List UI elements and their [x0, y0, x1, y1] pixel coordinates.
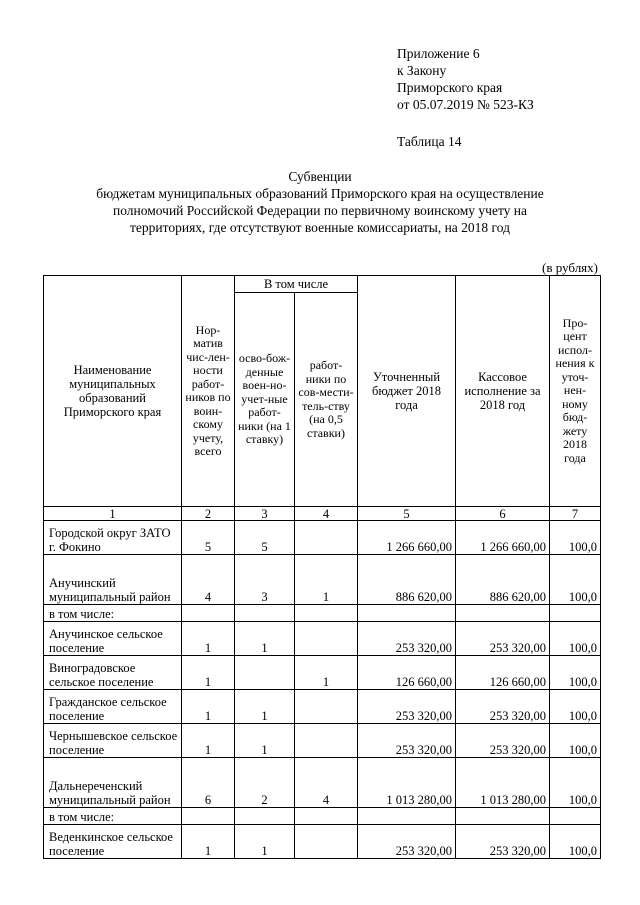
row-norm: 1: [182, 825, 235, 859]
row-pct: [550, 605, 601, 622]
row-norm: 5: [182, 521, 235, 555]
row-budget: 126 660,00: [358, 656, 456, 690]
title-line: Субвенции: [288, 169, 352, 184]
appendix-line: к Закону: [397, 63, 447, 78]
row-budget: [358, 808, 456, 825]
header-exec: Кассовое исполнение за 2018 год: [456, 276, 550, 507]
row-pct: [550, 808, 601, 825]
header-budget: Уточненный бюджет 2018 года: [358, 276, 456, 507]
row-budget: 253 320,00: [358, 825, 456, 859]
row-name: Городской округ ЗАТО г. Фокино: [44, 521, 182, 555]
row-pct: 100,0: [550, 724, 601, 758]
table-row: [44, 622, 601, 656]
column-number: 5: [358, 507, 456, 521]
row-name: Гражданское сельское поселение: [44, 690, 182, 724]
row-name: Анучинское сельское поселение: [44, 622, 182, 656]
table-row: [44, 758, 601, 808]
row-pct: 100,0: [550, 656, 601, 690]
row-exec: 1 266 660,00: [456, 521, 550, 555]
row-budget: 253 320,00: [358, 690, 456, 724]
column-numbers-row: [44, 507, 601, 521]
row-exempt: 1: [235, 825, 295, 859]
row-parttime: [295, 521, 358, 555]
row-exempt: 2: [235, 758, 295, 808]
row-exec: 1 013 280,00: [456, 758, 550, 808]
row-exec: 886 620,00: [456, 555, 550, 605]
table-row: [44, 656, 601, 690]
row-norm: 1: [182, 656, 235, 690]
row-exec: 253 320,00: [456, 690, 550, 724]
row-parttime: [295, 808, 358, 825]
row-name: в том числе:: [44, 605, 182, 622]
appendix-block: [397, 45, 534, 113]
row-pct: 100,0: [550, 521, 601, 555]
table-row: [44, 690, 601, 724]
table-number: Таблица 14: [397, 134, 462, 149]
column-number: 4: [295, 507, 358, 521]
currency-note: (в рублях): [542, 260, 598, 275]
header-group: В том числе: [235, 276, 358, 293]
row-exempt: 1: [235, 690, 295, 724]
row-pct: 100,0: [550, 555, 601, 605]
header-exempt: осво-бож-денные воен-но-учет-ные работ-ники (на 1 ставку): [235, 293, 295, 507]
column-number: 3: [235, 507, 295, 521]
row-pct: 100,0: [550, 758, 601, 808]
header-norm: Нор-матив чис-лен-ности работ-ников по воин-скому учету, всего: [182, 276, 235, 507]
table-row: [44, 808, 601, 825]
row-exempt: [235, 808, 295, 825]
row-exempt: 1: [235, 622, 295, 656]
row-name: Виноградовское сельское поселение: [44, 656, 182, 690]
title-line: территориях, где отсутствуют военные комиссариаты, на 2018 год: [130, 220, 510, 235]
row-exec: [456, 605, 550, 622]
row-parttime: [295, 690, 358, 724]
row-norm: [182, 808, 235, 825]
row-norm: 6: [182, 758, 235, 808]
table-row: [44, 825, 601, 859]
column-number: 6: [456, 507, 550, 521]
appendix-line: от 05.07.2019 № 523-КЗ: [397, 97, 534, 112]
row-parttime: [295, 825, 358, 859]
row-budget: 886 620,00: [358, 555, 456, 605]
row-name: Веденкинское сельское поселение: [44, 825, 182, 859]
row-parttime: [295, 724, 358, 758]
header-name: Наименование муниципальных образований Приморского края: [44, 276, 182, 507]
subsidies-table: [43, 275, 601, 859]
table-row: [44, 605, 601, 622]
row-name: Анучинский муниципальный район: [44, 555, 182, 605]
row-name: в том числе:: [44, 808, 182, 825]
row-parttime: 4: [295, 758, 358, 808]
row-budget: 253 320,00: [358, 622, 456, 656]
table-row: [44, 555, 601, 605]
column-number: 7: [550, 507, 601, 521]
document-title: [0, 168, 640, 236]
appendix-line: Приложение 6: [397, 46, 480, 61]
header-parttime: работ-ники по сов-мести-тель-ству (на 0,5 ставки): [295, 293, 358, 507]
column-number: 2: [182, 507, 235, 521]
row-exempt: [235, 605, 295, 622]
column-number: 1: [44, 507, 182, 521]
row-parttime: [295, 622, 358, 656]
header-pct: Про-цент испол-нения к уточ-нен-ному бюд-жету 2018 года: [550, 276, 601, 507]
row-budget: 253 320,00: [358, 724, 456, 758]
row-budget: [358, 605, 456, 622]
table-row: [44, 724, 601, 758]
row-norm: [182, 605, 235, 622]
row-exempt: 3: [235, 555, 295, 605]
row-exec: 253 320,00: [456, 825, 550, 859]
title-line: бюджетам муниципальных образований Приморского края на осуществление: [96, 186, 544, 201]
row-parttime: 1: [295, 656, 358, 690]
row-exempt: 5: [235, 521, 295, 555]
row-parttime: [295, 605, 358, 622]
row-pct: 100,0: [550, 825, 601, 859]
row-exec: 253 320,00: [456, 622, 550, 656]
row-budget: 1 266 660,00: [358, 521, 456, 555]
row-norm: 1: [182, 622, 235, 656]
table-row: [44, 521, 601, 555]
row-norm: 1: [182, 724, 235, 758]
row-norm: 1: [182, 690, 235, 724]
row-exempt: 1: [235, 724, 295, 758]
row-exempt: [235, 656, 295, 690]
row-budget: 1 013 280,00: [358, 758, 456, 808]
row-pct: 100,0: [550, 622, 601, 656]
row-name: Дальнереченский муниципальный район: [44, 758, 182, 808]
row-norm: 4: [182, 555, 235, 605]
row-exec: 126 660,00: [456, 656, 550, 690]
row-exec: [456, 808, 550, 825]
row-exec: 253 320,00: [456, 724, 550, 758]
row-pct: 100,0: [550, 690, 601, 724]
row-name: Чернышевское сельское поселение: [44, 724, 182, 758]
row-parttime: 1: [295, 555, 358, 605]
title-line: полномочий Российской Федерации по первичному воинскому учету на: [112, 203, 528, 218]
appendix-line: Приморского края: [397, 80, 503, 95]
